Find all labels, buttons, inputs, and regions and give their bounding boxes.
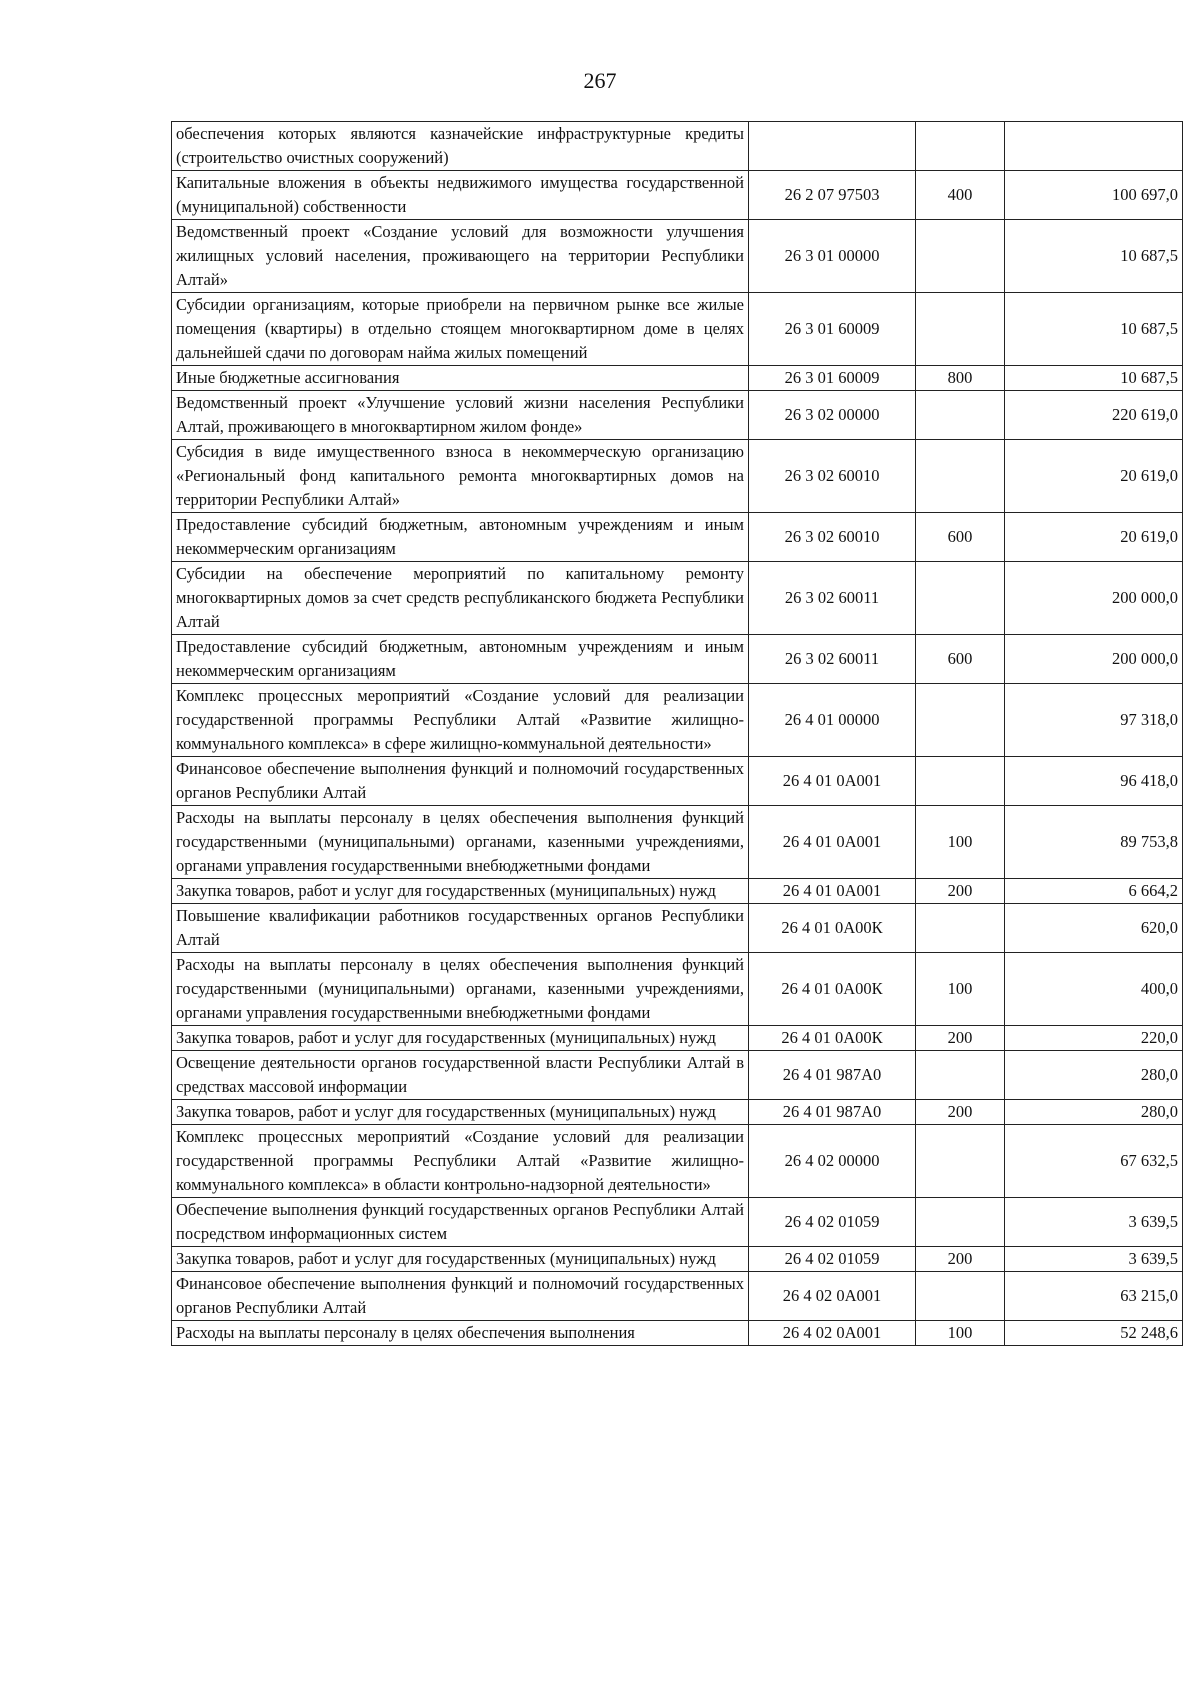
amount-cell: 52 248,6 bbox=[1005, 1321, 1183, 1346]
table-row bbox=[172, 635, 1183, 684]
description-cell: Субсидии организациям, которые приобрели на первичном рынке все жилые помещения (квартиры) в отдельно стоящем многоквартирном доме в целях дальнейшей сдачи по договорам найма жилых помещений bbox=[172, 293, 749, 366]
table-row bbox=[172, 953, 1183, 1026]
table-row bbox=[172, 513, 1183, 562]
description-cell: Закупка товаров, работ и услуг для государственных (муниципальных) нужд bbox=[172, 879, 749, 904]
table-row bbox=[172, 366, 1183, 391]
amount-cell: 400,0 bbox=[1005, 953, 1183, 1026]
amount-cell: 220 619,0 bbox=[1005, 391, 1183, 440]
target-code-cell: 26 2 07 97503 bbox=[749, 171, 916, 220]
target-code-cell: 26 4 01 0А00К bbox=[749, 904, 916, 953]
table-row bbox=[172, 440, 1183, 513]
amount-cell: 200 000,0 bbox=[1005, 562, 1183, 635]
budget-table-body bbox=[172, 122, 1183, 1346]
amount-cell: 10 687,5 bbox=[1005, 220, 1183, 293]
table-row bbox=[172, 1272, 1183, 1321]
expense-type-cell bbox=[916, 440, 1005, 513]
target-code-cell: 26 3 01 60009 bbox=[749, 293, 916, 366]
amount-cell: 67 632,5 bbox=[1005, 1125, 1183, 1198]
table-row bbox=[172, 1026, 1183, 1051]
expense-type-cell bbox=[916, 1272, 1005, 1321]
target-code-cell: 26 4 01 987А0 bbox=[749, 1100, 916, 1125]
expense-type-cell: 600 bbox=[916, 513, 1005, 562]
target-code-cell: 26 3 02 00000 bbox=[749, 391, 916, 440]
table-row bbox=[172, 1051, 1183, 1100]
amount-cell: 20 619,0 bbox=[1005, 440, 1183, 513]
budget-table bbox=[171, 121, 1183, 1346]
expense-type-cell bbox=[916, 1125, 1005, 1198]
target-code-cell: 26 3 01 00000 bbox=[749, 220, 916, 293]
target-code-cell: 26 4 01 0А001 bbox=[749, 879, 916, 904]
table-row bbox=[172, 293, 1183, 366]
amount-cell: 10 687,5 bbox=[1005, 293, 1183, 366]
description-cell: обеспечения которых являются казначейские инфраструктурные кредиты (строительство очистных сооружений) bbox=[172, 122, 749, 171]
description-cell: Иные бюджетные ассигнования bbox=[172, 366, 749, 391]
expense-type-cell: 600 bbox=[916, 635, 1005, 684]
amount-cell: 6 664,2 bbox=[1005, 879, 1183, 904]
target-code-cell: 26 4 02 00000 bbox=[749, 1125, 916, 1198]
amount-cell: 97 318,0 bbox=[1005, 684, 1183, 757]
amount-cell: 100 697,0 bbox=[1005, 171, 1183, 220]
description-cell: Предоставление субсидий бюджетным, автономным учреждениям и иным некоммерческим организациям bbox=[172, 635, 749, 684]
target-code-cell: 26 3 01 60009 bbox=[749, 366, 916, 391]
table-row bbox=[172, 879, 1183, 904]
table-row bbox=[172, 684, 1183, 757]
table-row bbox=[172, 904, 1183, 953]
expense-type-cell: 200 bbox=[916, 1100, 1005, 1125]
description-cell: Финансовое обеспечение выполнения функций и полномочий государственных органов Республики Алтай bbox=[172, 1272, 749, 1321]
description-cell: Освещение деятельности органов государственной власти Республики Алтай в средствах массовой информации bbox=[172, 1051, 749, 1100]
target-code-cell: 26 4 01 987А0 bbox=[749, 1051, 916, 1100]
target-code-cell: 26 4 02 01059 bbox=[749, 1198, 916, 1247]
description-cell: Повышение квалификации работников государственных органов Республики Алтай bbox=[172, 904, 749, 953]
target-code-cell: 26 4 02 01059 bbox=[749, 1247, 916, 1272]
table-row bbox=[172, 220, 1183, 293]
target-code-cell bbox=[749, 122, 916, 171]
table-row bbox=[172, 1125, 1183, 1198]
expense-type-cell: 200 bbox=[916, 1026, 1005, 1051]
table-row bbox=[172, 1321, 1183, 1346]
description-cell: Субсидия в виде имущественного взноса в некоммерческую организацию «Региональный фонд капитального ремонта многоквартирных домов на территории Республики Алтай» bbox=[172, 440, 749, 513]
expense-type-cell: 100 bbox=[916, 953, 1005, 1026]
amount-cell bbox=[1005, 122, 1183, 171]
description-cell: Комплекс процессных мероприятий «Создание условий для реализации государственной программы Республики Алтай «Развитие жилищно-коммунального комплекса» в сфере жилищно-коммунальной деятельности» bbox=[172, 684, 749, 757]
target-code-cell: 26 4 01 0А001 bbox=[749, 757, 916, 806]
expense-type-cell: 100 bbox=[916, 806, 1005, 879]
description-cell: Обеспечение выполнения функций государственных органов Республики Алтай посредством информационных систем bbox=[172, 1198, 749, 1247]
amount-cell: 96 418,0 bbox=[1005, 757, 1183, 806]
table-row bbox=[172, 391, 1183, 440]
table-row bbox=[172, 122, 1183, 171]
description-cell: Закупка товаров, работ и услуг для государственных (муниципальных) нужд bbox=[172, 1026, 749, 1051]
amount-cell: 280,0 bbox=[1005, 1100, 1183, 1125]
expense-type-cell bbox=[916, 220, 1005, 293]
amount-cell: 89 753,8 bbox=[1005, 806, 1183, 879]
amount-cell: 200 000,0 bbox=[1005, 635, 1183, 684]
table-row bbox=[172, 562, 1183, 635]
target-code-cell: 26 3 02 60010 bbox=[749, 513, 916, 562]
amount-cell: 3 639,5 bbox=[1005, 1198, 1183, 1247]
expense-type-cell bbox=[916, 562, 1005, 635]
amount-cell: 220,0 bbox=[1005, 1026, 1183, 1051]
table-row bbox=[172, 1247, 1183, 1272]
expense-type-cell bbox=[916, 904, 1005, 953]
table-row bbox=[172, 806, 1183, 879]
amount-cell: 620,0 bbox=[1005, 904, 1183, 953]
description-cell: Расходы на выплаты персоналу в целях обеспечения выполнения bbox=[172, 1321, 749, 1346]
description-cell: Закупка товаров, работ и услуг для государственных (муниципальных) нужд bbox=[172, 1247, 749, 1272]
expense-type-cell bbox=[916, 122, 1005, 171]
target-code-cell: 26 4 01 00000 bbox=[749, 684, 916, 757]
description-cell: Комплекс процессных мероприятий «Создание условий для реализации государственной программы Республики Алтай «Развитие жилищно-коммунального комплекса» в области контрольно-надзорной деятельности» bbox=[172, 1125, 749, 1198]
amount-cell: 280,0 bbox=[1005, 1051, 1183, 1100]
target-code-cell: 26 4 01 0А001 bbox=[749, 806, 916, 879]
target-code-cell: 26 3 02 60010 bbox=[749, 440, 916, 513]
description-cell: Капитальные вложения в объекты недвижимого имущества государственной (муниципальной) собственности bbox=[172, 171, 749, 220]
amount-cell: 63 215,0 bbox=[1005, 1272, 1183, 1321]
expense-type-cell bbox=[916, 293, 1005, 366]
description-cell: Закупка товаров, работ и услуг для государственных (муниципальных) нужд bbox=[172, 1100, 749, 1125]
description-cell: Расходы на выплаты персоналу в целях обеспечения выполнения функций государственными (муниципальными) органами, казенными учреждениями, органами управления государственными внебюджетными фондами bbox=[172, 953, 749, 1026]
expense-type-cell: 400 bbox=[916, 171, 1005, 220]
description-cell: Финансовое обеспечение выполнения функций и полномочий государственных органов Республики Алтай bbox=[172, 757, 749, 806]
table-row bbox=[172, 171, 1183, 220]
expense-type-cell bbox=[916, 1051, 1005, 1100]
page-number: 267 bbox=[583, 68, 617, 93]
target-code-cell: 26 4 02 0А001 bbox=[749, 1272, 916, 1321]
expense-type-cell: 200 bbox=[916, 879, 1005, 904]
target-code-cell: 26 4 01 0А00К bbox=[749, 1026, 916, 1051]
description-cell: Расходы на выплаты персоналу в целях обеспечения выполнения функций государственными (муниципальными) органами, казенными учреждениями, органами управления государственными внебюджетными фондами bbox=[172, 806, 749, 879]
description-cell: Субсидии на обеспечение мероприятий по капитальному ремонту многоквартирных домов за счет средств республиканского бюджета Республики Алтай bbox=[172, 562, 749, 635]
description-cell: Ведомственный проект «Улучшение условий жизни населения Республики Алтай, проживающего в многоквартирном жилом фонде» bbox=[172, 391, 749, 440]
amount-cell: 20 619,0 bbox=[1005, 513, 1183, 562]
description-cell: Предоставление субсидий бюджетным, автономным учреждениям и иным некоммерческим организациям bbox=[172, 513, 749, 562]
expense-type-cell: 100 bbox=[916, 1321, 1005, 1346]
expense-type-cell bbox=[916, 684, 1005, 757]
amount-cell: 10 687,5 bbox=[1005, 366, 1183, 391]
target-code-cell: 26 3 02 60011 bbox=[749, 562, 916, 635]
expense-type-cell bbox=[916, 391, 1005, 440]
target-code-cell: 26 4 02 0А001 bbox=[749, 1321, 916, 1346]
table-row bbox=[172, 1100, 1183, 1125]
description-cell: Ведомственный проект «Создание условий для возможности улучшения жилищных условий населения, проживающего на территории Республики Алтай» bbox=[172, 220, 749, 293]
expense-type-cell bbox=[916, 1198, 1005, 1247]
amount-cell: 3 639,5 bbox=[1005, 1247, 1183, 1272]
expense-type-cell bbox=[916, 757, 1005, 806]
table-row bbox=[172, 757, 1183, 806]
expense-type-cell: 200 bbox=[916, 1247, 1005, 1272]
target-code-cell: 26 4 01 0А00К bbox=[749, 953, 916, 1026]
expense-type-cell: 800 bbox=[916, 366, 1005, 391]
table-row bbox=[172, 1198, 1183, 1247]
target-code-cell: 26 3 02 60011 bbox=[749, 635, 916, 684]
